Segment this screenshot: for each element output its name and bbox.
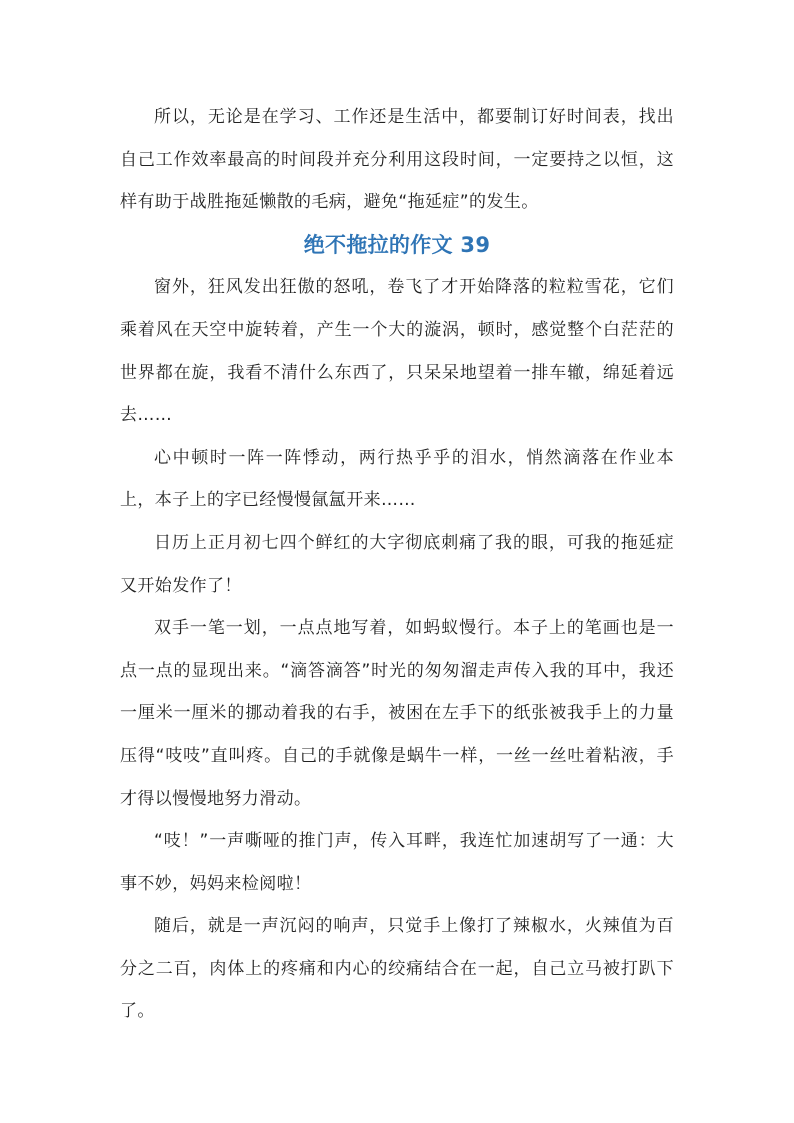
- paragraph-4: 双手一笔一划，一点点地写着，如蚂蚁慢行。本子上的笔画也是一点一点的显现出来。“滴答滴答”时光的匆匆溜走声传入我的耳中，我还一厘米一厘米的挪动着我的右手，被困在左手下的纸张被我手上的力量压得“吱吱”直叫疼。自己的手就像是蜗牛一样，一丝一丝吐着粘液，手才得以慢慢地努力滑动。: [120, 618, 674, 809]
- paragraph-1: 窗外，狂风发出狂傲的怒吼，卷飞了才开始降落的粒粒雪花，它们乘着风在天空中旋转着，产生一个大的漩涡，顿时，感觉整个白茫茫的世界都在旋，我看不清什么东西了，只呆呆地望着一排车辙，绵延着远去……: [120, 277, 674, 426]
- paragraph-5: “吱！”一声嘶哑的推门声，传入耳畔，我连忙加速胡写了一通：大事不妙，妈妈来检阅啦！: [120, 831, 674, 894]
- intro-paragraph: 所以，无论是在学习、工作还是生活中，都要制订好时间表，找出自己工作效率最高的时间段并充分利用这段时间，一定要持之以恒，这样有助于战胜拖延懒散的毛病，避免“拖延症”的发生。: [120, 107, 674, 213]
- paragraph-2: 心中顿时一阵一阵悸动，两行热乎乎的泪水，悄然滴落在作业本上，本子上的字已经慢慢氤氲开来……: [120, 447, 674, 511]
- essay-title: 绝不拖拉的作文 39: [303, 232, 491, 257]
- document-body: [120, 96, 674, 1033]
- paragraph-6: 随后，就是一声沉闷的响声，只觉手上像打了辣椒水，火辣值为百分之二百，肉体上的疼痛和内心的绞痛结合在一起，自己立马被打趴下了。: [120, 916, 674, 1022]
- paragraph-3: 日历上正月初七四个鲜红的大字彻底刺痛了我的眼，可我的拖延症又开始发作了！: [120, 532, 674, 596]
